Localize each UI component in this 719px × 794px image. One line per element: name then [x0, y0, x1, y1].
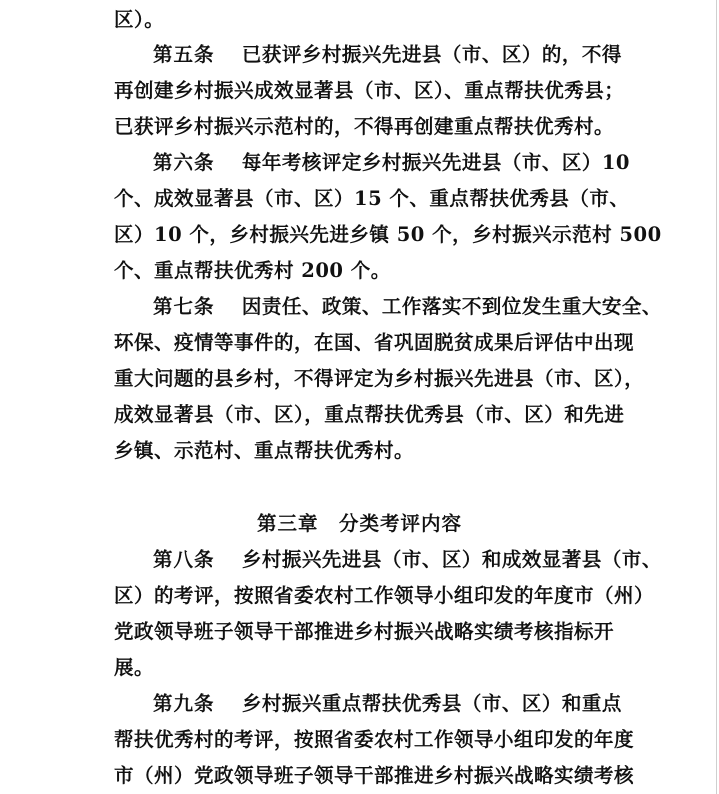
line-text: 重大问题的县乡村，不得评定为乡村振兴先进县（市、区），: [114, 367, 645, 390]
text-line: [114, 361, 644, 397]
line-text: 个、成效显著县（市、区）15 个、重点帮扶优秀县（市、: [114, 187, 630, 210]
line-text: 已获评乡村振兴示范村的，不得再创建重点帮扶优秀村。: [114, 115, 615, 138]
line-text: 展。: [114, 656, 155, 679]
text-line: [114, 758, 634, 794]
text-line: [114, 614, 614, 650]
text-line: [114, 2, 164, 38]
text-line: [114, 397, 624, 433]
text-line: [153, 145, 630, 181]
line-text: 个、重点帮扶优秀村 200 个。: [114, 259, 391, 282]
text-line: [153, 37, 622, 73]
line-text: 乡村振兴先进县（市、区）和成效显著县（市、: [241, 548, 662, 571]
text-line: [153, 686, 622, 722]
article-heading: 第七条: [153, 295, 215, 318]
line-text: 市（州）党政领导班子领导干部推进乡村振兴战略实绩考核: [114, 764, 635, 787]
line-text: 党政领导班子领导干部推进乡村振兴战略实绩考核指标开: [114, 620, 615, 643]
text-line: [114, 181, 629, 217]
page-edge-divider: [716, 0, 717, 794]
line-text: 已获评乡村振兴先进县（市、区）的，不得: [241, 43, 622, 66]
article-heading: 第六条: [153, 151, 215, 174]
line-text: 区）的考评，按照省委农村工作领导小组印发的年度市（州）: [114, 584, 655, 607]
line-text: 乡村振兴重点帮扶优秀县（市、区）和重点: [241, 692, 622, 715]
line-text: 乡镇、示范村、重点帮扶优秀村。: [114, 439, 415, 462]
chapter-title: 第三章 分类考评内容: [256, 512, 462, 535]
line-text: 再创建乡村振兴成效显著县（市、区）、重点帮扶优秀县；: [114, 79, 625, 102]
line-text: 区）10 个，乡村振兴先进乡镇 50 个，乡村振兴示范村 500: [114, 223, 662, 246]
text-line: [114, 578, 654, 614]
line-text: 帮扶优秀村的考评，按照省委农村工作领导小组印发的年度: [114, 728, 635, 751]
article-heading: 第九条: [153, 692, 215, 715]
line-text: 因责任、政策、工作落实不到位发生重大安全、: [241, 295, 662, 318]
text-line: [114, 722, 634, 758]
article-heading: 第五条: [153, 43, 215, 66]
text-line: [153, 542, 662, 578]
article-heading: 第八条: [153, 548, 215, 571]
line-text: 环保、疫情等事件的，在国、省巩固脱贫成果后评估中出现: [114, 331, 635, 354]
text-line: [114, 217, 662, 253]
line-text: 每年考核评定乡村振兴先进县（市、区）10: [241, 151, 630, 174]
text-line: [114, 253, 391, 289]
line-text: 成效显著县（市、区），重点帮扶优秀县（市、区）和先进: [114, 403, 625, 426]
text-line: [114, 109, 614, 145]
text-line: [153, 289, 662, 325]
text-line: [114, 650, 154, 686]
text-line: [114, 325, 634, 361]
line-text: 区）。: [114, 8, 165, 31]
text-line: [114, 73, 624, 109]
text-line: [114, 433, 414, 469]
